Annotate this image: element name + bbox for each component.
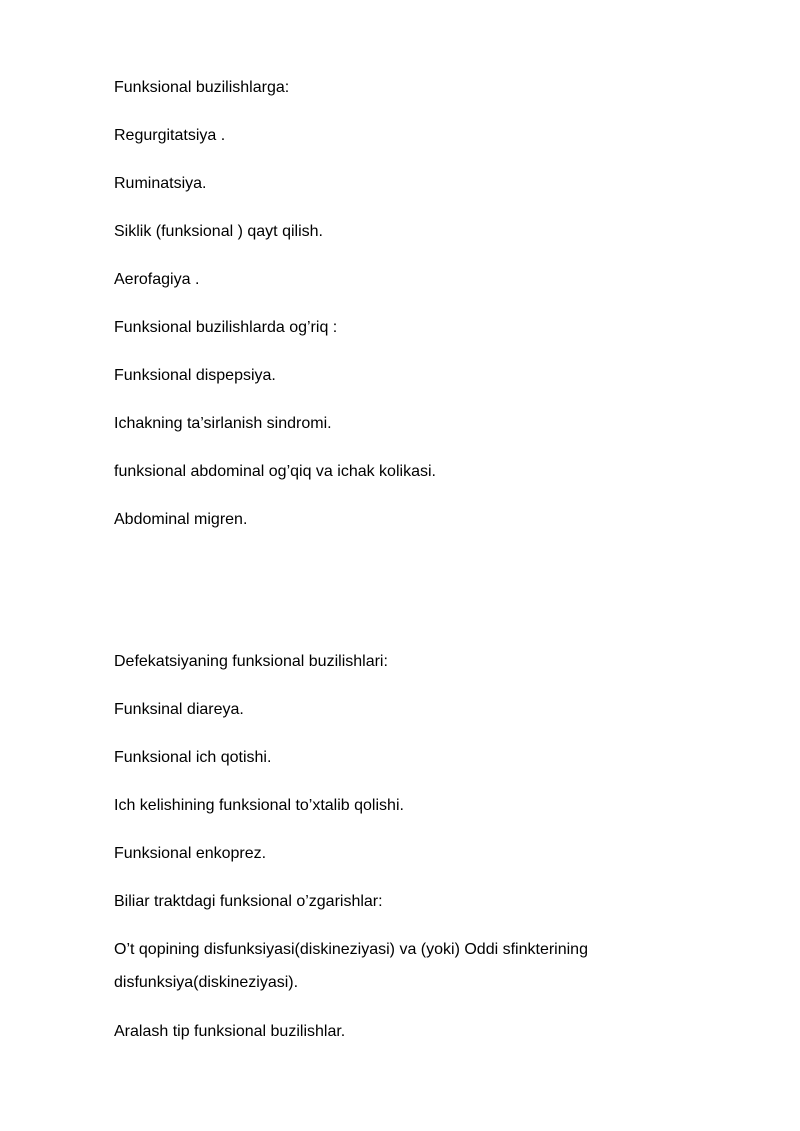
list-item-cyclic-vomiting: Siklik (funksional ) qayt qilish. [114, 223, 323, 240]
list-item-gallbladder-dysfunction: O’t qopining disfunksiyasi(diskineziyasi) va (yoki) Oddi sfinkterining disfunksiya(diskineziyasi). [114, 941, 588, 991]
section-heading-pain: Funksional buzilishlarda og’riq : [114, 319, 338, 336]
list-item-constipation: Funksional ich qotishi. [114, 749, 272, 766]
list-item-abdominal-migraine: Abdominal migren. [114, 511, 248, 528]
section-heading-biliary: Biliar traktdagi funksional o’zgarishlar: [114, 893, 383, 910]
list-item-diarrhea: Funksinal diareya. [114, 701, 244, 718]
list-item-abdominal-pain-colic: funksional abdominal og’qiq va ichak kolikasi. [114, 463, 436, 480]
list-item-dyspepsia: Funksional dispepsiya. [114, 367, 276, 384]
list-item-encopresis: Funksional enkoprez. [114, 845, 267, 862]
list-item-retention: Ich kelishining funksional to’xtalib qolishi. [114, 797, 404, 814]
list-item-ibs: Ichakning ta’sirlanish sindromi. [114, 415, 332, 432]
list-item-mixed-type: Aralash tip funksional buzilishlar. [114, 1023, 346, 1040]
section-heading-defecation: Defekatsiyaning funksional buzilishlari: [114, 653, 388, 670]
list-item-rumination: Ruminatsiya. [114, 175, 207, 192]
list-item-regurgitation: Regurgitatsiya . [114, 127, 226, 144]
list-item-aerophagia: Aerofagiya . [114, 271, 200, 288]
section-heading-functional-disorders: Funksional buzilishlarga: [114, 79, 290, 96]
